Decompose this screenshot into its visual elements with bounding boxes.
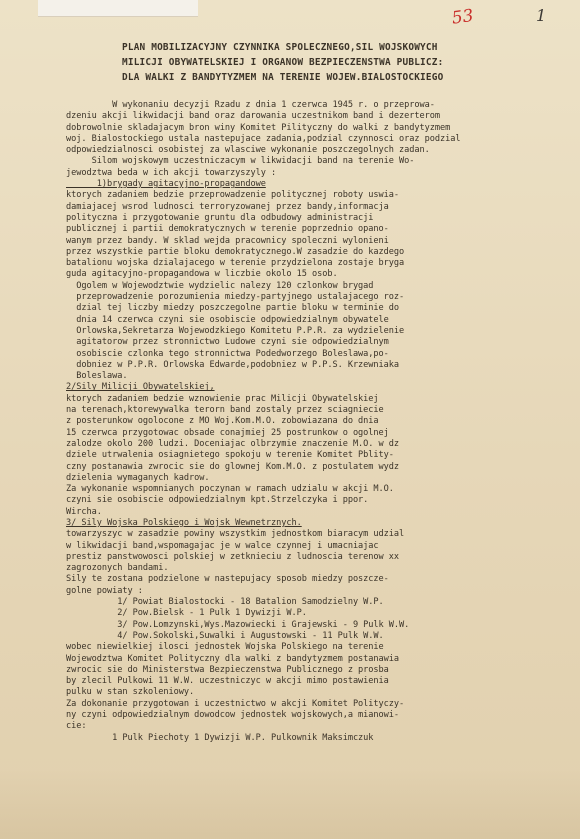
text-line: 3/ Pow.Lomzynski,Wys.Mazowiecki i Grajewski - 9 Pulk W.W. xyxy=(66,619,410,630)
title-line: MILICJI OBYWATELSKIEJ I ORGANOW BEZPIECZENSTWA PUBLICZ: xyxy=(122,57,444,68)
folio-number: 1 xyxy=(536,6,547,25)
text-line: Ogolem w Wojewodztwie wydzielic nalezy 120 czlonkow brygad xyxy=(66,280,374,291)
text-line: 15 czerwca przygotowac obsade conajmiej 25 postrunkow o ogolnej xyxy=(66,427,389,438)
text-line: dobrowolnie skladajacym bron winy Komitet Pilityczny do walki z bandytyzmem xyxy=(66,122,451,133)
text-line: publicznej i partii demokratycznych w terenie poprzednio opano- xyxy=(66,224,389,235)
text-line: Silom wojskowym uczestniczacym w likwidacji band na terenie Wo- xyxy=(66,156,415,167)
text-line: wobec niewielkiej ilosci jednostek Wojska Polskiego na terenie xyxy=(66,642,384,653)
text-line: ktorych zadaniem bedzie przeprowadzenie politycznej roboty uswia- xyxy=(66,190,400,201)
text-line: dzielenia wymaganych kadrow. xyxy=(66,472,210,483)
text-line: agitatorow przez stronnictwo Ludowe czyni sie odpowiedzialnym xyxy=(66,337,389,348)
text-line: czyni sie osobiscie odpowiedzialnym kpt.Strzelczyka i ppor. xyxy=(66,495,369,506)
text-line: Orlowska,Sekretarza Wojewodzkiego Komitetu P.P.R. za wydzielenie xyxy=(66,325,405,336)
text-line: golne powiaty : xyxy=(66,585,143,596)
title-line: PLAN MOBILIZACYJNY CZYNNIKA SPOLECZNEGO,SIL WOJSKOWYCH xyxy=(122,42,438,53)
text-line: woj. Bialostockiego ustala nastepujace zadania,podzial czynnosci oraz podzial xyxy=(66,133,461,144)
document-title xyxy=(122,40,542,85)
text-line: ktorych zadaniem bedzie wznowienie prac Milicji Obywatelskiej xyxy=(66,393,379,404)
text-line: dzeniu akcji likwidacji band oraz darowania uczestnikom band i dezerterom xyxy=(66,111,441,122)
text-line: W wykonaniu decyzji Rzadu z dnia 1 czerwca 1945 r. o przeprowa- xyxy=(66,100,435,110)
text-line: dobniez w P.P.R. Orlowska Edwarde,podobniez w P.P.S. Krzewniaka xyxy=(66,359,400,370)
text-line: polityczna i przygotowanie gruntu dla odbudowy administracji xyxy=(66,212,374,223)
text-line: prestiz panstwowosci polskiej w zetknieciu z ludnoscia terenow xx xyxy=(66,551,400,562)
text-line: by zlecil Pulkowi 11 W.W. uczestniczyc w akcji mimo postawienia xyxy=(66,676,389,687)
text-line: pulku w stan szkoleniowy. xyxy=(66,687,195,698)
text-line: osobiscie czlonka tego stronnictwa Podedworzego Boleslawa,po- xyxy=(66,348,389,359)
title-line: DLA WALKI Z BANDYTYZMEM NA TERENIE WOJEW.BIALOSTOCKIEGO xyxy=(122,72,444,83)
text-line: dziele utrwalenia osiagnietego spokoju w terenie Komitet Pblity- xyxy=(66,450,394,461)
text-line: na terenach,ktorewywalka terorn band zostaly przez sciagniecie xyxy=(66,405,384,416)
text-line: Boleslawa. xyxy=(66,371,128,382)
folio-number-red: 53 xyxy=(450,5,475,29)
text-line: batalionu wojska dzialajacego w terenie przydzielona zostaje bryga xyxy=(66,258,405,269)
text-line: Wircha. xyxy=(66,506,102,517)
text-line: dnia 14 czerwca czyni sie osobiscie odpowiedzialnym obywatele xyxy=(66,314,389,325)
text-line: 4/ Pow.Sokolski,Suwalki i Augustowski - 11 Pulk W.W. xyxy=(66,630,384,641)
text-line: w likwidacji band,wspomagajac je w walce czynnej i umacniajac xyxy=(66,540,379,551)
text-line: cie: xyxy=(66,721,87,732)
text-line: przez wszystkie partie bloku demokratycznego.W zasadzie do kazdego xyxy=(66,246,405,257)
text-line: damiajacej wsrod ludnosci terroryzowanej przez bandy,informacja xyxy=(66,201,389,212)
text-line: Wojewodztwa Komitet Polityczny dla walki z bandytyzmem postanawia xyxy=(66,653,400,664)
text-line: towarzyszyc w zasadzie powiny wszystkim jednostkom biaracym udzial xyxy=(66,529,405,540)
text-line: Za wykonanie wspomnianych poczynan w ramach udzialu w akcji M.O. xyxy=(66,484,394,495)
text-line: ny czyni odpowiedzialnym dowodcow jednostek wojskowych,a mianowi- xyxy=(66,710,400,721)
text-line: 1 Pulk Piechoty 1 Dywizji W.P. Pulkownik Maksimczuk xyxy=(66,732,374,743)
text-line: jewodztwa beda w ich akcji towarzyszyly : xyxy=(66,167,277,178)
text-line: wanym przez bandy. W sklad wejda pracownicy spoleczni wylonieni xyxy=(66,235,389,246)
text-line: 3/ Sily Wojska Polskiego i Wojsk Wewnetrznych. xyxy=(66,517,302,528)
document-body xyxy=(66,100,566,744)
text-line: 2/ Pow.Bielsk - 1 Pulk 1 Dywizji W.P. xyxy=(66,608,307,619)
text-line: przeprowadzenie porozumienia miedzy-partyjnego ustalajacego roz- xyxy=(66,292,405,303)
text-line: zwrocic sie do Ministerstwa Bezpieczenstwa Publicznego z prosba xyxy=(66,664,389,675)
text-line: zagrozonych bandami. xyxy=(66,563,169,574)
text-line: 2/Sily Milicji Obywatelskiej, xyxy=(66,382,215,393)
text-line: zalodze okolo 200 ludzi. Doceniajac olbrzymie znaczenie M.O. w dz xyxy=(66,438,400,449)
paper-stain xyxy=(0,769,580,839)
text-line: z posterunkow ogolocone z MO Woj.Kom.M.O. zobowiazana do dnia xyxy=(66,416,379,427)
text-line: 1/ Powiat Bialostocki - 18 Batalion Samodzielny W.P. xyxy=(66,597,384,608)
text-line: 1)brygady agitacyjno-propagandowe xyxy=(66,179,266,190)
text-line: czny postanawia zwrocic sie do glownej Kom.M.O. z postulatem wydz xyxy=(66,461,400,472)
text-line: Za dokonanie przygotowan i uczestnictwo w akcji Komitet Polityczy- xyxy=(66,698,405,709)
text-line: odpowiedzialnosci osobistej za wlasciwe wykonanie poszczegolnych zadan. xyxy=(66,145,430,156)
text-line: dzial tej liczby miedzy poszczegolne partie bloku w terminie do xyxy=(66,303,400,314)
paper-tab xyxy=(38,0,198,17)
text-line: guda agitacyjno-propagandowa w liczbie okolo 15 osob. xyxy=(66,269,338,280)
text-line: Sily te zostana podzielone w nastepujacy sposob miedzy poszcze- xyxy=(66,574,389,585)
